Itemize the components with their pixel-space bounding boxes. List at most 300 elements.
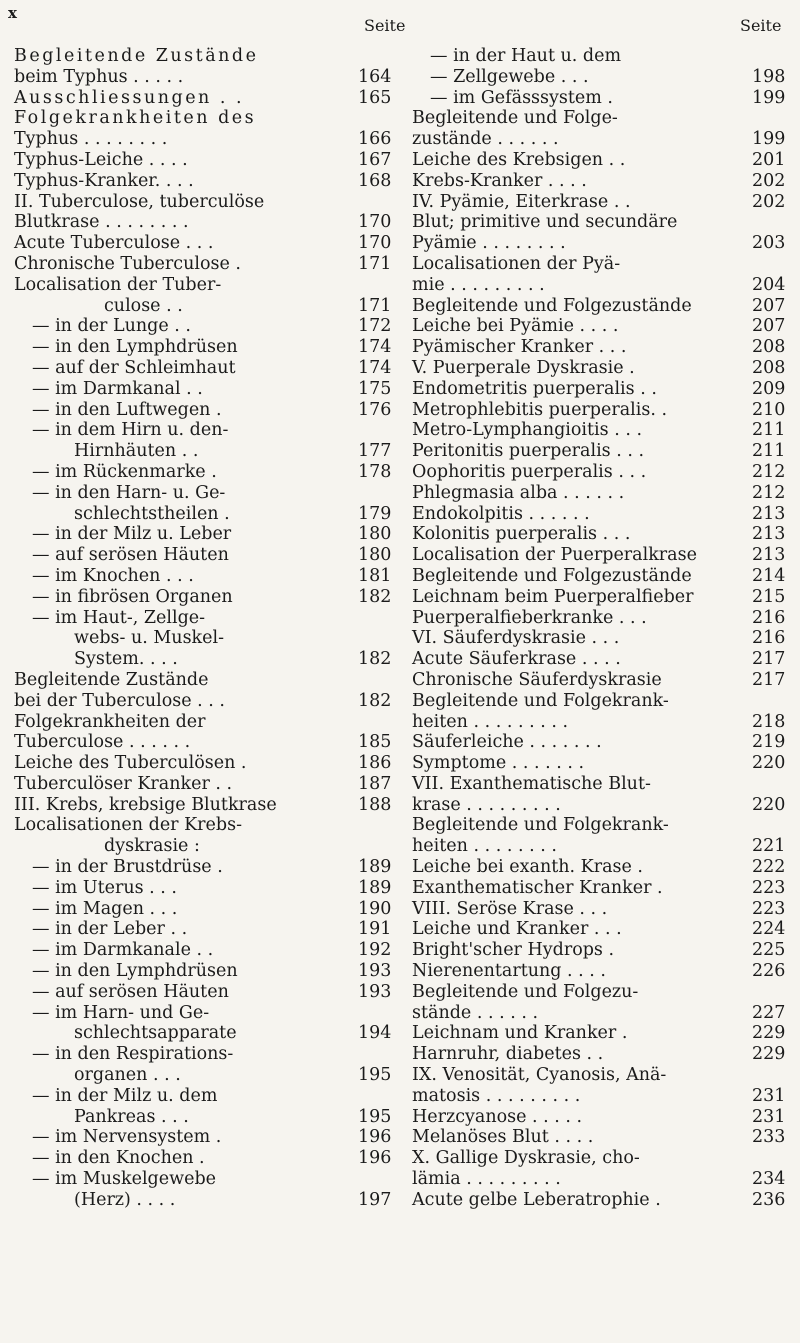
toc-entry (14, 1107, 402, 1128)
toc-entry (14, 129, 402, 150)
toc-entry (412, 1190, 794, 1211)
toc-entry-page: 202 (752, 170, 786, 191)
toc-entry-text: Puerperalfieberkranke . . . (412, 607, 647, 628)
toc-entry-page: 182 (358, 586, 392, 607)
toc-entry-text: Leiche des Tuberculösen . (14, 753, 247, 774)
toc-entry-page: 194 (358, 1023, 392, 1044)
toc-entry-text: bei der Tuberculose . . . (14, 690, 225, 711)
toc-entry (14, 150, 402, 171)
toc-entry (14, 192, 402, 213)
toc-entry-text: — Zellgewebe . . . (430, 66, 589, 87)
toc-entry (14, 1169, 402, 1190)
toc-entry-text: — im Muskelgewebe (32, 1169, 216, 1190)
toc-entry (14, 504, 402, 525)
toc-entry (412, 1107, 794, 1128)
toc-entry-page: 229 (752, 1023, 786, 1044)
toc-entry-page: 210 (752, 399, 786, 420)
toc-entry-text: — in den Harn- u. Ge- (32, 482, 226, 503)
toc-entry (14, 337, 402, 358)
toc-entry-text: Ausschliessungen . . (14, 87, 245, 108)
toc-entry (14, 961, 402, 982)
toc-entry-page: 195 (358, 1106, 392, 1127)
toc-entry (14, 1065, 402, 1086)
toc-entry (412, 566, 794, 587)
toc-entry (412, 899, 794, 920)
toc-entry (14, 1023, 402, 1044)
toc-entry (14, 649, 402, 670)
toc-entry-text: Oophoritis puerperalis . . . (412, 461, 647, 482)
toc-entry-text: Pyämie . . . . . . . . (412, 233, 566, 254)
toc-entry-page: 202 (752, 191, 786, 212)
toc-entry-page: 215 (752, 586, 786, 607)
toc-entry-page: 211 (752, 441, 786, 462)
seite-header-left: Seite (364, 16, 406, 35)
toc-entry-text: Herzcyanose . . . . . (412, 1106, 583, 1127)
toc-entry-text: Begleitende und Folgezu- (412, 981, 639, 1002)
toc-entry (412, 774, 794, 795)
toc-entry-text: IX. Venosität, Cyanosis, Anä- (412, 1065, 667, 1086)
toc-entry (412, 919, 794, 940)
toc-entry-page: 177 (358, 441, 392, 462)
toc-entry-page: 229 (752, 1044, 786, 1065)
toc-entry (412, 836, 794, 857)
toc-entry (412, 691, 794, 712)
toc-entry (14, 1127, 402, 1148)
toc-entry-page: 207 (752, 316, 786, 337)
toc-entry-text: — in den Lymphdrüsen (32, 337, 238, 358)
toc-entry (412, 940, 794, 961)
toc-entry-text: — auf der Schleimhaut (32, 357, 236, 378)
toc-entry-page: 176 (358, 399, 392, 420)
toc-entry (412, 545, 794, 566)
toc-entry-text: Krebs-Kranker . . . . (412, 170, 587, 191)
toc-entry-page: 199 (752, 87, 786, 108)
toc-entry (412, 379, 794, 400)
toc-entry-text: Begleitende Zustände (14, 46, 259, 66)
toc-entry-page: 192 (358, 940, 392, 961)
toc-entry-text: Leichnam und Kranker . (412, 1023, 628, 1044)
toc-entry-page: 182 (358, 649, 392, 670)
toc-entry-page: 171 (358, 253, 392, 274)
toc-entry-text: Tuberculöser Kranker . . (14, 773, 233, 794)
toc-entry-text: Nierenentartung . . . . (412, 961, 606, 982)
toc-entry-page: 198 (752, 66, 786, 87)
toc-entry-text: krase . . . . . . . . . (412, 794, 561, 815)
toc-entry (412, 212, 794, 233)
toc-entry-page: 180 (358, 524, 392, 545)
toc-entry-text: Begleitende und Folgezustände (412, 295, 692, 316)
toc-entry (412, 649, 794, 670)
toc-entry (412, 108, 794, 129)
toc-entry (14, 899, 402, 920)
page-mark: x (8, 4, 17, 22)
toc-entry (412, 857, 794, 878)
toc-entry-page: 201 (752, 149, 786, 170)
toc-entry-page: 216 (752, 607, 786, 628)
toc-entry (14, 982, 402, 1003)
toc-entry-page: 182 (358, 690, 392, 711)
toc-entry-page: 164 (358, 66, 392, 87)
toc-entry-text: Symptome . . . . . . . (412, 753, 585, 774)
toc-entry (412, 1044, 794, 1065)
toc-entry-text: — in der Brustdrüse . (32, 857, 223, 878)
toc-entry-page: 209 (752, 378, 786, 399)
toc-entry-text: V. Puerperale Dyskrasie . (412, 357, 635, 378)
toc-entry (412, 129, 794, 150)
toc-entry-text: Tuberculose . . . . . . (14, 732, 191, 753)
toc-entry-text: — in dem Hirn u. den- (32, 420, 229, 441)
toc-entry (14, 88, 402, 109)
toc-entry-page: 189 (358, 857, 392, 878)
toc-entry-text: Pyämischer Kranker . . . (412, 337, 627, 358)
toc-entry-page: 167 (358, 149, 392, 170)
toc-entry-text: — in der Milz u. dem (32, 1085, 218, 1106)
toc-entry-text: — im Rückenmarke . (32, 461, 217, 482)
toc-entry (14, 587, 402, 608)
toc-entry-text: Endometritis puerperalis . . (412, 378, 657, 399)
toc-entry-page: 178 (358, 461, 392, 482)
toc-entry (412, 712, 794, 733)
toc-entry-text: Peritonitis puerperalis . . . (412, 441, 645, 462)
toc-entry (412, 1065, 794, 1086)
toc-entry (14, 608, 402, 629)
toc-entry-page: 217 (752, 669, 786, 690)
toc-entry-page: 221 (752, 836, 786, 857)
toc-entry (14, 753, 402, 774)
toc-entry-text: dyskrasie : (104, 836, 200, 857)
toc-entry (412, 1127, 794, 1148)
toc-entry-page: 203 (752, 233, 786, 254)
toc-entry-text: Hirnhäuten . . (74, 441, 199, 462)
toc-entry-page: 208 (752, 337, 786, 358)
toc-entry-page: 233 (752, 1127, 786, 1148)
toc-entry (14, 815, 402, 836)
toc-entry-page: 197 (358, 1189, 392, 1210)
toc-entry-page: 223 (752, 877, 786, 898)
toc-entry (14, 46, 402, 67)
toc-entry-text: beim Typhus . . . . . (14, 66, 184, 87)
toc-entry (14, 233, 402, 254)
toc-entry-text: — in den Luftwegen . (32, 399, 222, 420)
toc-entry-text: — im Nervensystem . (32, 1127, 222, 1148)
toc-entry-page: 204 (752, 274, 786, 295)
toc-entry-page: 165 (358, 87, 392, 108)
toc-entry (412, 753, 794, 774)
toc-entry-page: 227 (752, 1002, 786, 1023)
toc-entry-page: 181 (358, 565, 392, 586)
toc-entry (14, 940, 402, 961)
toc-entry-page: 217 (752, 649, 786, 670)
toc-entry-text: Melanöses Blut . . . . (412, 1127, 594, 1148)
toc-entry (14, 795, 402, 816)
toc-entry-text: Typhus . . . . . . . . (14, 129, 168, 150)
toc-entry-page: 168 (358, 170, 392, 191)
toc-entry (412, 88, 794, 109)
toc-entry (14, 67, 402, 88)
toc-entry (14, 628, 402, 649)
toc-entry-text: VI. Säuferdyskrasie . . . (412, 628, 620, 649)
toc-entry-page: 223 (752, 898, 786, 919)
toc-entry-text: Localisationen der Krebs- (14, 815, 243, 836)
toc-entry-text: Phlegmasia alba . . . . . . (412, 482, 625, 503)
toc-entry-text: — in fibrösen Organen (32, 586, 233, 607)
toc-entry-text: — im Knochen . . . (32, 565, 194, 586)
toc-entry-page: 196 (358, 1148, 392, 1169)
toc-entry (412, 732, 794, 753)
toc-entry-page: 171 (358, 295, 392, 316)
toc-entry-text: — im Gefässsystem . (430, 87, 613, 108)
toc-entry-page: 195 (358, 1065, 392, 1086)
toc-entry-page: 222 (752, 857, 786, 878)
toc-entry-page: 211 (752, 420, 786, 441)
toc-entry-page: 196 (358, 1127, 392, 1148)
toc-entry-page: 226 (752, 961, 786, 982)
toc-entry-page: 207 (752, 295, 786, 316)
toc-entry-text: heiten . . . . . . . . (412, 836, 557, 857)
toc-column-left (14, 46, 402, 1211)
toc-entry-text: Folgekrankheiten der (14, 711, 206, 732)
toc-entry (412, 878, 794, 899)
toc-entry-text: Begleitende und Folge- (412, 108, 618, 129)
toc-column-right (412, 46, 794, 1211)
toc-entry-page: 220 (752, 753, 786, 774)
toc-entry-page: 193 (358, 961, 392, 982)
toc-entry-text: Blut; primitive und secundäre (412, 212, 678, 233)
toc-entry-page: 199 (752, 129, 786, 150)
toc-entry (412, 358, 794, 379)
toc-entry-page: 224 (752, 919, 786, 940)
toc-entry (14, 524, 402, 545)
toc-entry-text: Blutkrase . . . . . . . . (14, 212, 189, 233)
toc-entry-text: Typhus-Kranker. . . . (14, 170, 194, 191)
toc-entry-page: 218 (752, 711, 786, 732)
toc-entry (14, 1086, 402, 1107)
toc-entry (412, 192, 794, 213)
toc-entry (412, 171, 794, 192)
toc-entry (412, 608, 794, 629)
toc-entry-text: zustände . . . . . . (412, 129, 559, 150)
toc-entry (412, 46, 794, 67)
toc-entry-text: — im Haut-, Zellge- (32, 607, 206, 628)
toc-entry-text: Säuferleiche . . . . . . . (412, 732, 602, 753)
toc-entry-text: — im Uterus . . . (32, 877, 177, 898)
toc-entry (14, 379, 402, 400)
toc-entry (14, 212, 402, 233)
toc-entry-text: — im Darmkanal . . (32, 378, 203, 399)
toc-entry-page: 174 (358, 357, 392, 378)
toc-entry-text: — in der Haut u. dem (430, 46, 622, 66)
toc-entry-text: Metrophlebitis puerperalis. . (412, 399, 668, 420)
toc-entry-text: matosis . . . . . . . . . (412, 1085, 581, 1106)
toc-entry-text: Endokolpitis . . . . . . (412, 503, 590, 524)
toc-entry-text: — in der Lunge . . (32, 316, 191, 337)
toc-entry (14, 296, 402, 317)
toc-entry (412, 420, 794, 441)
toc-entry-text: Begleitende Zustände (14, 669, 209, 690)
toc-entry-text: Localisation der Tuber- (14, 274, 222, 295)
toc-entry (412, 1148, 794, 1169)
toc-entry-text: Folgekrankheiten des (14, 108, 257, 129)
toc-entry-page: 236 (752, 1189, 786, 1210)
toc-entry-page: 170 (358, 233, 392, 254)
toc-entry-page: 190 (358, 898, 392, 919)
toc-entry-page: 225 (752, 940, 786, 961)
toc-entry-text: System. . . . (74, 649, 178, 670)
toc-entry-page: 193 (358, 981, 392, 1002)
toc-entry (412, 67, 794, 88)
toc-entry-page: 180 (358, 545, 392, 566)
toc-entry-text: Leiche bei exanth. Krase . (412, 857, 643, 878)
toc-entry (14, 462, 402, 483)
toc-entry (14, 316, 402, 337)
toc-entry (412, 1003, 794, 1024)
toc-entry (412, 296, 794, 317)
toc-entry-text: — in der Milz u. Leber (32, 524, 232, 545)
toc-entry-text: Chronische Säuferdyskrasie (412, 669, 662, 690)
toc-entry-text: Leiche des Krebsigen . . (412, 149, 626, 170)
toc-entry-text: — im Harn- und Ge- (32, 1002, 210, 1023)
toc-entry-text: Leiche bei Pyämie . . . . (412, 316, 619, 337)
toc-entry-page: 220 (752, 794, 786, 815)
toc-entry-text: Localisation der Puerperalkrase (412, 545, 697, 566)
toc-entry-text: — auf serösen Häuten (32, 545, 229, 566)
toc-entry-page: 174 (358, 337, 392, 358)
toc-entry (412, 815, 794, 836)
toc-entry-text: X. Gallige Dyskrasie, cho- (412, 1148, 640, 1169)
toc-entry (412, 233, 794, 254)
toc-entry (14, 483, 402, 504)
toc-entry-text: Bright'scher Hydrops . (412, 940, 615, 961)
toc-entry-page: 188 (358, 794, 392, 815)
toc-entry (412, 316, 794, 337)
toc-entry-text: — im Darmkanale . . (32, 940, 214, 961)
toc-entry-text: Acute Säuferkrase . . . . (412, 649, 621, 670)
toc-entry (14, 545, 402, 566)
toc-entry (412, 524, 794, 545)
toc-entry (14, 691, 402, 712)
toc-entry (14, 836, 402, 857)
toc-entry (14, 919, 402, 940)
toc-entry-text: Chronische Tuberculose . (14, 253, 241, 274)
toc-entry-text: — in den Knochen . (32, 1148, 205, 1169)
toc-entry (412, 587, 794, 608)
toc-entry-text: — auf serösen Häuten (32, 981, 229, 1002)
toc-entry-text: Kolonitis puerperalis . . . (412, 524, 631, 545)
toc-entry (14, 670, 402, 691)
toc-entry-page: 231 (752, 1106, 786, 1127)
toc-entry-text: schlechtsapparate (74, 1023, 237, 1044)
toc-entry-page: 170 (358, 212, 392, 233)
toc-entry-page: 213 (752, 503, 786, 524)
toc-entry-page: 186 (358, 753, 392, 774)
toc-entry (14, 254, 402, 275)
toc-entry-page: 219 (752, 732, 786, 753)
toc-entry-page: 166 (358, 129, 392, 150)
toc-entry-page: 212 (752, 482, 786, 503)
toc-entry (412, 150, 794, 171)
toc-entry (14, 1003, 402, 1024)
toc-entry-page: 179 (358, 503, 392, 524)
toc-entry (14, 108, 402, 129)
toc-entry-text: Begleitende und Folgekrank- (412, 690, 669, 711)
toc-entry-text: Acute Tuberculose . . . (14, 233, 214, 254)
toc-entry (412, 961, 794, 982)
toc-entry-page: 175 (358, 378, 392, 399)
toc-entry-page: 187 (358, 773, 392, 794)
toc-entry (412, 670, 794, 691)
toc-entry-text: Leiche und Kranker . . . (412, 919, 622, 940)
toc-entry-page: 189 (358, 877, 392, 898)
toc-entry (412, 441, 794, 462)
toc-entry-text: — im Magen . . . (32, 898, 178, 919)
toc-entry (14, 712, 402, 733)
toc-entry (412, 1023, 794, 1044)
toc-entry (412, 337, 794, 358)
toc-entry-text: III. Krebs, krebsige Blutkrase (14, 794, 277, 815)
toc-entry-text: organen . . . (74, 1065, 181, 1086)
toc-entry-text: Harnruhr, diabetes . . (412, 1044, 604, 1065)
toc-entry-text: — in den Respirations- (32, 1044, 234, 1065)
toc-entry-text: IV. Pyämie, Eiterkrase . . (412, 191, 631, 212)
toc-entry (14, 441, 402, 462)
toc-entry-text: stände . . . . . . (412, 1002, 539, 1023)
toc-entry (412, 982, 794, 1003)
toc-entry-text: VIII. Seröse Krase . . . (412, 898, 608, 919)
toc-entry-text: — in der Leber . . (32, 919, 188, 940)
toc-entry (14, 732, 402, 753)
toc-entry (14, 774, 402, 795)
toc-entry-text: webs- u. Muskel- (74, 628, 225, 649)
toc-entry (412, 483, 794, 504)
toc-entry-text: Pankreas . . . (74, 1106, 189, 1127)
toc-entry (412, 400, 794, 421)
toc-entry (14, 1148, 402, 1169)
toc-entry-text: Begleitende und Folgezustände (412, 565, 692, 586)
seite-header-right: Seite (740, 16, 782, 35)
toc-entry (14, 358, 402, 379)
toc-entry-page: 191 (358, 919, 392, 940)
toc-entry-page: 208 (752, 357, 786, 378)
toc-entry (14, 171, 402, 192)
toc-entry (412, 628, 794, 649)
toc-entry-page: 214 (752, 565, 786, 586)
toc-entry (412, 1086, 794, 1107)
toc-entry-text: Begleitende und Folgekrank- (412, 815, 669, 836)
toc-entry-text: VII. Exanthematische Blut- (412, 773, 651, 794)
toc-entry (14, 275, 402, 296)
toc-entry-page: 213 (752, 524, 786, 545)
toc-entry-page: 185 (358, 732, 392, 753)
toc-entry (14, 420, 402, 441)
toc-entry (412, 462, 794, 483)
toc-entry-text: schlechtstheilen . (74, 503, 230, 524)
toc-entry-text: II. Tuberculose, tuberculöse (14, 191, 265, 212)
toc-entry (14, 857, 402, 878)
toc-entry-text: — in den Lymphdrüsen (32, 961, 238, 982)
toc-entry-text: Localisationen der Pyä- (412, 253, 621, 274)
toc-entry-text: lämia . . . . . . . . . (412, 1169, 561, 1190)
toc-entry (14, 566, 402, 587)
toc-entry (412, 254, 794, 275)
toc-entry (14, 1044, 402, 1065)
toc-entry (14, 1190, 402, 1211)
toc-entry-page: 234 (752, 1169, 786, 1190)
toc-entry-page: 212 (752, 461, 786, 482)
toc-entry-text: (Herz) . . . . (74, 1189, 176, 1210)
toc-entry-page: 231 (752, 1085, 786, 1106)
toc-entry-text: Metro-Lymphangioitis . . . (412, 420, 643, 441)
toc-entry-page: 216 (752, 628, 786, 649)
